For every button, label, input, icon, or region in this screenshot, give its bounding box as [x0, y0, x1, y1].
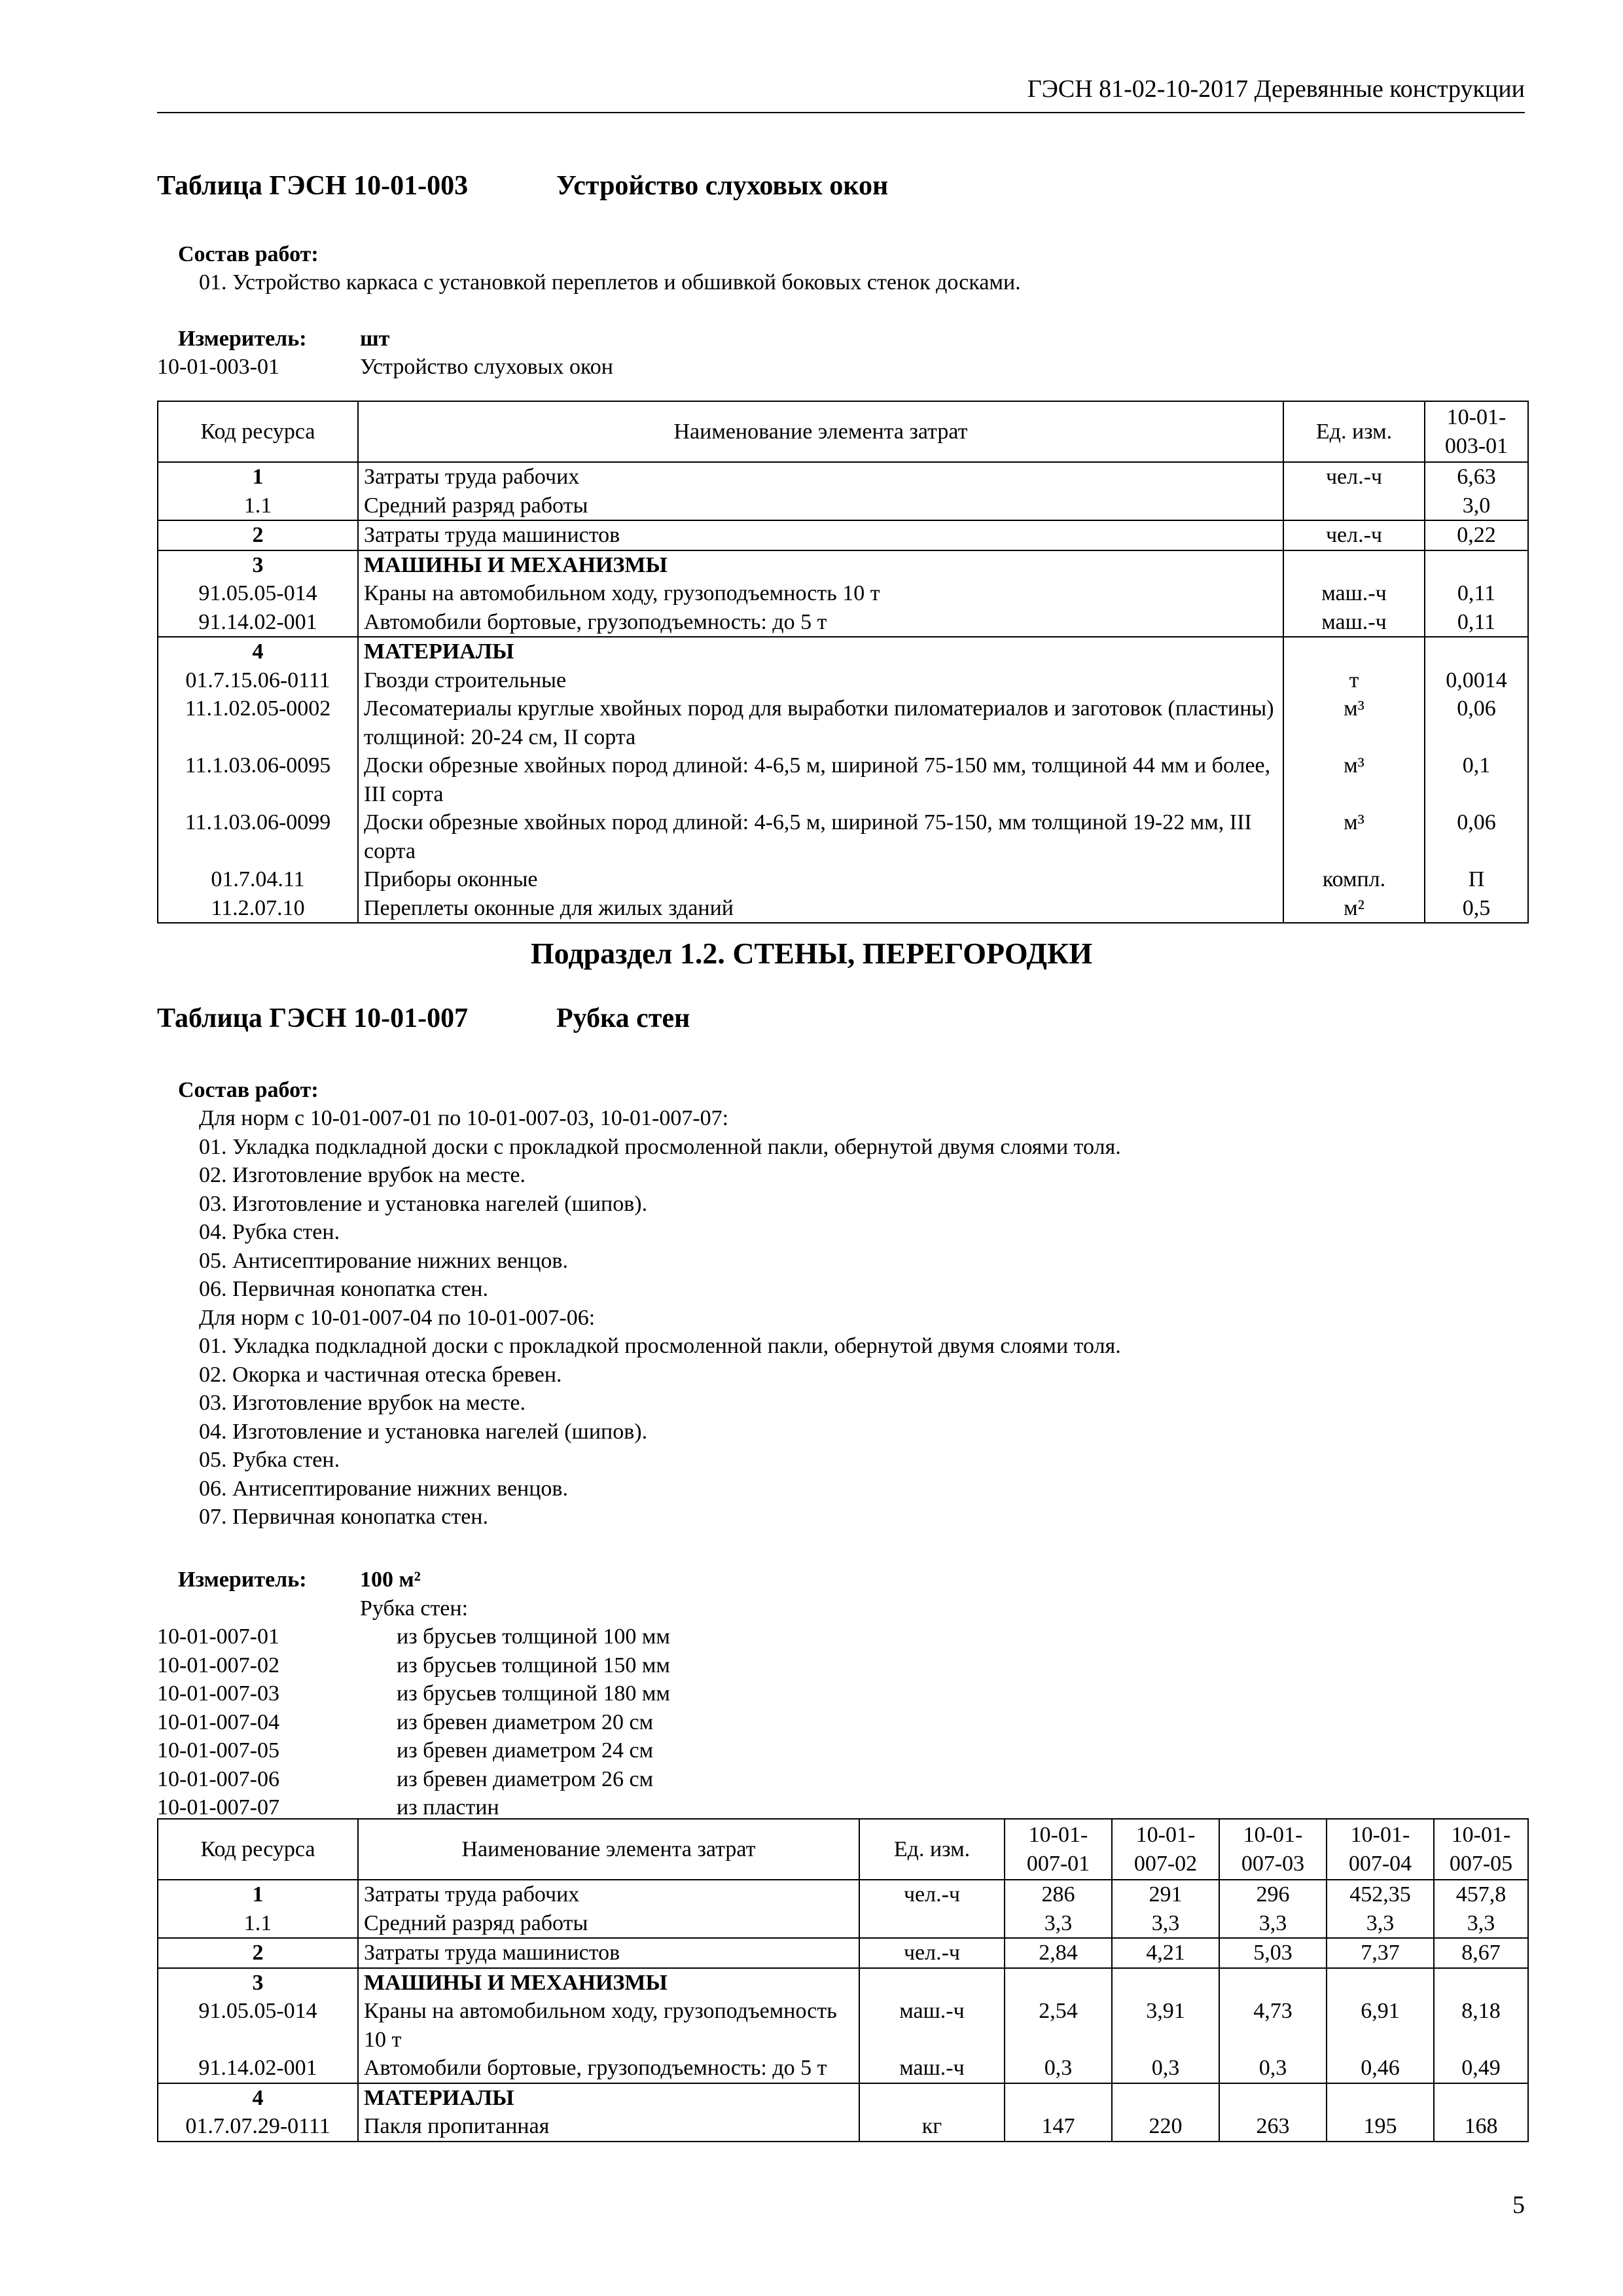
cost-element-name: Гвозди строительные: [358, 666, 1283, 695]
cost-element-name: Лесоматериалы круглые хвойных пород для выработки пиломатериалов и заготовок (пластины) толщиной: 20-24 см, II сорта: [358, 694, 1283, 751]
norm-value: 0,22: [1425, 520, 1528, 550]
composition-item: 03. Изготовление и установка нагелей (шипов).: [199, 1191, 648, 1216]
unit-cell: м³: [1283, 694, 1425, 751]
cost-element-name: Затраты труда рабочих: [358, 1880, 859, 1909]
norm-value: [1425, 637, 1528, 666]
resource-code: 01.7.15.06-0111: [158, 666, 358, 695]
page-number: 5: [1512, 2191, 1525, 2219]
resource-code: 01.7.07.29-0111: [158, 2112, 358, 2142]
meter-label: Измеритель:: [178, 1568, 307, 1592]
composition-item: 05. Рубка стен.: [199, 1448, 340, 1473]
norm-value: [1112, 2083, 1219, 2113]
header-code: Код ресурса: [158, 401, 358, 462]
norm-code: 10-01-007-06: [157, 1767, 279, 1791]
resource-code: 11.1.03.06-0095: [158, 751, 358, 808]
header-name: Наименование элемента затрат: [358, 401, 1283, 462]
norm-code: 10-01-007-01: [157, 1624, 279, 1649]
header-norm: 10-01-007-05: [1434, 1819, 1528, 1880]
header-norm: 10-01-007-04: [1327, 1819, 1434, 1880]
norm-name: из брусьев толщиной 100 мм: [397, 1624, 670, 1649]
norm-value: 0,1: [1425, 751, 1528, 808]
norm-value: 3,3: [1219, 1909, 1327, 1939]
table-row: [158, 637, 1528, 666]
unit-cell: м²: [1283, 894, 1425, 924]
unit-cell: маш.-ч: [1283, 608, 1425, 637]
composition-item: 05. Антисептирование нижних венцов.: [199, 1248, 568, 1273]
cost-element-name: Доски обрезные хвойных пород длиной: 4-6,5 м, шириной 75-150, мм толщиной 19-22 мм, III сорта: [358, 808, 1283, 865]
composition-item: 02. Изготовление врубок на месте.: [199, 1163, 526, 1188]
cost-element-name: Краны на автомобильном ходу, грузоподъемность 10 т: [358, 1997, 859, 2054]
norm-value: 4,73: [1219, 1997, 1327, 2054]
cost-element-name: Затраты труда машинистов: [358, 1938, 859, 1968]
header-norm: 10-01-007-01: [1005, 1819, 1112, 1880]
norm-value: [1112, 1968, 1219, 1998]
table-row: [158, 2112, 1528, 2142]
norm-value: 0,06: [1425, 694, 1528, 751]
cost-element-name: Средний разряд работы: [358, 1909, 859, 1939]
norm-value: [1219, 2083, 1327, 2113]
norm-value: 452,35: [1327, 1880, 1434, 1909]
table-10-01-007-section: [157, 1001, 1525, 1822]
resource-code: 2: [158, 520, 358, 550]
norm-value: [1434, 1968, 1528, 1998]
unit-cell: [1283, 492, 1425, 521]
norm-value: 3,0: [1425, 492, 1528, 521]
cost-element-name: МАШИНЫ И МЕХАНИЗМЫ: [358, 550, 1283, 580]
norm-value: 296: [1219, 1880, 1327, 1909]
table-name: Устройство слуховых окон: [556, 171, 889, 201]
table-row: [158, 492, 1528, 521]
composition-item: 04. Изготовление и установка нагелей (шипов).: [199, 1419, 648, 1444]
norm-value: 0,3: [1112, 2054, 1219, 2083]
cost-element-name: Пакля пропитанная: [358, 2112, 859, 2142]
norm-value: 457,8: [1434, 1880, 1528, 1909]
work-composition: [157, 1076, 1525, 1532]
resource-code: 11.1.02.05-0002: [158, 694, 358, 751]
norm-value: 8,67: [1434, 1938, 1528, 1968]
unit-cell: [859, 2083, 1005, 2113]
table-row: [158, 608, 1528, 637]
composition-label: Состав работ:: [178, 242, 319, 266]
resource-code: 91.05.05-014: [158, 579, 358, 608]
composition-item: 04. Рубка стен.: [199, 1220, 340, 1245]
norm-name: из бревен диаметром 26 см: [397, 1767, 654, 1791]
header-code: Код ресурса: [158, 1819, 358, 1880]
cost-element-name: Краны на автомобильном ходу, грузоподъемность 10 т: [358, 579, 1283, 608]
norm-value: 3,3: [1434, 1909, 1528, 1939]
norm-value: [1434, 2083, 1528, 2113]
norm-name: из брусьев толщиной 180 мм: [397, 1681, 670, 1706]
table-row: [158, 865, 1528, 894]
norm-value: 0,11: [1425, 608, 1528, 637]
norm-value: 3,91: [1112, 1997, 1219, 2054]
norm-value: 0,06: [1425, 808, 1528, 865]
unit-cell: м³: [1283, 808, 1425, 865]
norm-value: 6,63: [1425, 462, 1528, 492]
table-row: [158, 520, 1528, 550]
norm-value: 0,0014: [1425, 666, 1528, 695]
norm-value: 0,46: [1327, 2054, 1434, 2083]
resource-code: 3: [158, 1968, 358, 1998]
resource-code: 11.1.03.06-0099: [158, 808, 358, 865]
meter-unit: 100 м²: [360, 1568, 421, 1592]
resource-code: 1: [158, 1880, 358, 1909]
norm-value: 0,5: [1425, 894, 1528, 924]
norm-code: 10-01-007-03: [157, 1681, 279, 1706]
norm-value: П: [1425, 865, 1528, 894]
cost-element-name: Средний разряд работы: [358, 492, 1283, 521]
table-row: [158, 666, 1528, 695]
norm-name: из пластин: [397, 1795, 499, 1820]
resource-code: 3: [158, 550, 358, 580]
norm-value: 195: [1327, 2112, 1434, 2142]
norm-value: 0,3: [1219, 2054, 1327, 2083]
norm-value: 3,3: [1112, 1909, 1219, 1939]
meter-block: [157, 1566, 1525, 1822]
header-norm: 10-01-007-03: [1219, 1819, 1327, 1880]
table-row: [158, 894, 1528, 924]
cost-element-name: Затраты труда машинистов: [358, 520, 1283, 550]
norm-value: [1219, 1968, 1327, 1998]
unit-cell: [1283, 637, 1425, 666]
table-number: Таблица ГЭСН 10-01-007: [157, 1003, 469, 1033]
norm-value: 0,3: [1005, 2054, 1112, 2083]
composition-item: 01. Укладка подкладной доски с прокладкой просмоленной пакли, обернутой двумя слоями толя.: [199, 1134, 1121, 1159]
norm-value: 5,03: [1219, 1938, 1327, 1968]
running-header: ГЭСН 81-02-10-2017 Деревянные конструкции: [157, 73, 1525, 113]
norm-code: 10-01-007-05: [157, 1738, 279, 1763]
resource-code: 4: [158, 637, 358, 666]
norm-value: [1425, 550, 1528, 580]
table-row: [158, 751, 1528, 808]
header-unit: Ед. изм.: [859, 1819, 1005, 1880]
norm-value: 3,3: [1327, 1909, 1434, 1939]
table-header-row: [158, 401, 1528, 462]
unit-cell: м³: [1283, 751, 1425, 808]
table-row: [158, 462, 1528, 492]
cost-element-name: Доски обрезные хвойных пород длиной: 4-6,5 м, шириной 75-150 мм, толщиной 44 мм и более, III сорта: [358, 751, 1283, 808]
resource-code: 2: [158, 1938, 358, 1968]
resource-code: 01.7.04.11: [158, 865, 358, 894]
table-header-row: [158, 1819, 1528, 1880]
composition-item: 01. Укладка подкладной доски с прокладкой просмоленной пакли, обернутой двумя слоями толя.: [199, 1334, 1121, 1359]
unit-cell: маш.-ч: [859, 2054, 1005, 2083]
table-row: [158, 1997, 1528, 2054]
table-row: [158, 1968, 1528, 1998]
unit-cell: чел.-ч: [859, 1880, 1005, 1909]
norm-value: 147: [1005, 2112, 1112, 2142]
resource-code: 4: [158, 2083, 358, 2113]
table-row: [158, 2054, 1528, 2083]
norm-code: 10-01-007-02: [157, 1653, 279, 1677]
unit-cell: [859, 1909, 1005, 1939]
norm-value: 220: [1112, 2112, 1219, 2142]
cost-element-name: МАТЕРИАЛЫ: [358, 637, 1283, 666]
header-norm: 10-01-003-01: [1425, 401, 1528, 462]
table-row: [158, 808, 1528, 865]
norm-value: 4,21: [1112, 1938, 1219, 1968]
table-row: [158, 1909, 1528, 1939]
norm-value: 6,91: [1327, 1997, 1434, 2054]
composition-item: 03. Изготовление врубок на месте.: [199, 1391, 526, 1416]
norm-code: 10-01-007-07: [157, 1795, 279, 1820]
meter-subtitle: Рубка стен:: [360, 1596, 469, 1621]
norm-value: 2,84: [1005, 1938, 1112, 1968]
resource-code: 91.14.02-001: [158, 2054, 358, 2083]
resource-code: 91.14.02-001: [158, 608, 358, 637]
unit-cell: [1283, 550, 1425, 580]
cost-element-name: Приборы оконные: [358, 865, 1283, 894]
norm-value: 0,49: [1434, 2054, 1528, 2083]
table-number: Таблица ГЭСН 10-01-003: [157, 171, 469, 201]
norm-value: 7,37: [1327, 1938, 1434, 1968]
norm-value: 291: [1112, 1880, 1219, 1909]
table-10-01-007-wrap: [157, 1818, 1525, 2142]
norm-code: 10-01-007-04: [157, 1710, 279, 1734]
unit-cell: маш.-ч: [859, 1997, 1005, 2054]
norm-value: 263: [1219, 2112, 1327, 2142]
unit-cell: чел.-ч: [1283, 520, 1425, 550]
norm-name: из бревен диаметром 24 см: [397, 1738, 654, 1763]
table-row: [158, 550, 1528, 580]
header-norm: 10-01-007-02: [1112, 1819, 1219, 1880]
table-name: Рубка стен: [556, 1003, 690, 1033]
table-10-01-003-wrap: [157, 401, 1525, 924]
composition-item: 02. Окорка и частичная отеска бревен.: [199, 1362, 562, 1387]
resource-code: 1: [158, 462, 358, 492]
meter-block: [157, 325, 1525, 382]
table-row: [158, 2083, 1528, 2113]
norm-value: 3,3: [1005, 1909, 1112, 1939]
unit-cell: чел.-ч: [859, 1938, 1005, 1968]
unit-cell: т: [1283, 666, 1425, 695]
cost-element-name: Автомобили бортовые, грузоподъемность: до 5 т: [358, 608, 1283, 637]
composition-label: Состав работ:: [178, 1077, 319, 1102]
resource-table-10-01-007: [157, 1818, 1529, 2142]
composition-item: Для норм с 10-01-007-04 по 10-01-007-06:: [199, 1305, 596, 1330]
norm-value: 0,11: [1425, 579, 1528, 608]
unit-cell: кг: [859, 2112, 1005, 2142]
meter-unit: шт: [360, 326, 390, 351]
norm-value: 2,54: [1005, 1997, 1112, 2054]
composition-item: 07. Первичная конопатка стен.: [199, 1505, 488, 1530]
norm-value: 286: [1005, 1880, 1112, 1909]
subsection-title: Подраздел 1.2. СТЕНЫ, ПЕРЕГОРОДКИ: [530, 937, 1093, 970]
table-title: [157, 1001, 1525, 1037]
table-row: [158, 694, 1528, 751]
composition-list: [178, 1104, 1525, 1532]
norm-value: 168: [1434, 2112, 1528, 2142]
norm-value: [1327, 1968, 1434, 1998]
norm-value: 8,18: [1434, 1997, 1528, 2054]
header-name: Наименование элемента затрат: [358, 1819, 859, 1880]
norm-name: Устройство слуховых окон: [360, 355, 613, 380]
norm-value: [1005, 1968, 1112, 1998]
resource-table-10-01-003: [157, 401, 1529, 924]
table-10-01-003-section: [157, 169, 1525, 382]
norm-value: [1327, 2083, 1434, 2113]
unit-cell: [859, 1968, 1005, 1998]
norm-value: [1005, 2083, 1112, 2113]
table-row: [158, 1880, 1528, 1909]
composition-item: 06. Антисептирование нижних венцов.: [199, 1476, 568, 1501]
cost-element-name: МАТЕРИАЛЫ: [358, 2083, 859, 2113]
composition-item: 06. Первичная конопатка стен.: [199, 1277, 488, 1302]
resource-code: 11.2.07.10: [158, 894, 358, 924]
cost-element-name: Затраты труда рабочих: [358, 462, 1283, 492]
cost-element-name: Переплеты оконные для жилых зданий: [358, 894, 1283, 924]
norm-name: из бревен диаметром 20 см: [397, 1710, 654, 1734]
norm-name: из брусьев толщиной 150 мм: [397, 1653, 670, 1677]
header-unit: Ед. изм.: [1283, 401, 1425, 462]
work-composition: [157, 240, 1525, 297]
resource-code: 91.05.05-014: [158, 1997, 358, 2054]
resource-code: 1.1: [158, 492, 358, 521]
unit-cell: чел.-ч: [1283, 462, 1425, 492]
table-row: [158, 1938, 1528, 1968]
norm-code: 10-01-003-01: [157, 355, 279, 380]
cost-element-name: Автомобили бортовые, грузоподъемность: до 5 т: [358, 2054, 859, 2083]
table-title: [157, 169, 1525, 204]
resource-code: 1.1: [158, 1909, 358, 1939]
meter-label: Измеритель:: [178, 326, 307, 351]
composition-item: Для норм с 10-01-007-01 по 10-01-007-03, 10-01-007-07:: [199, 1106, 729, 1131]
cost-element-name: МАШИНЫ И МЕХАНИЗМЫ: [358, 1968, 859, 1998]
composition-item: 01. Устройство каркаса с установкой переплетов и обшивкой боковых стенок досками.: [199, 270, 1021, 295]
unit-cell: компл.: [1283, 865, 1425, 894]
table-row: [158, 579, 1528, 608]
unit-cell: маш.-ч: [1283, 579, 1425, 608]
